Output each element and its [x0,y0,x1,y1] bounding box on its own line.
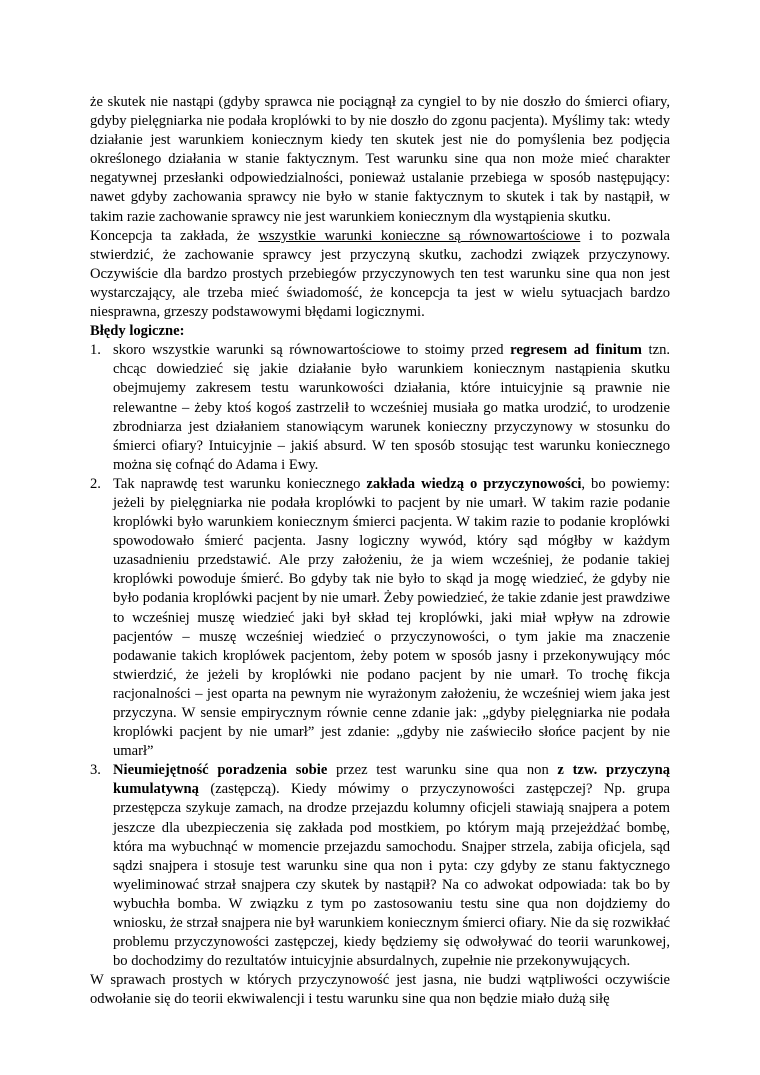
paragraph-2-rest: i to pozwala stwierdzić, że zachowanie sprawcy jest przyczyną skutku, zachodzi związek przyczynowy. Oczywiście dla bardzo prostych przebiegów przyczynowych ten test warunku sine qua non jest wystarczający, ale trzeba mieć świadomość, że koncepcja ta jest w wielu sytuacjach bardzo niesprawna, grzeszy podstawowymi błędami logicznymi. [90,227,670,321]
list-item-text: przez test warunku sine qua non [327,762,558,779]
document-page [90,93,670,1010]
section-heading: Błędy logiczne: [90,323,185,340]
list-number: 1. [90,342,101,359]
list-item-text: Tak naprawdę test warunku koniecznego [113,475,367,492]
bold-term: Nieumiejętność poradzenia sobie [113,762,328,779]
bold-term: zakłada wiedzą o przyczynowości [366,475,582,492]
paragraph-2-start: Koncepcja ta zakłada, że [90,227,259,244]
closing-paragraph: W sprawach prostych w których przyczynowość jest jasna, nie budzi wątpliwości oczywiście odwołanie się do teorii ekwiwalencji i testu warunku sine qua non będzie miało dużą siłę [90,972,670,1008]
paragraph-2 [90,227,670,322]
list-item-text: , bo powiemy: jeżeli by pielęgniarka nie podała kroplówki to pacjent by nie umarł. W takim razie podanie kroplówki było warunkiem koniecznym śmierci pacjenta. W takim razie to podanie kroplówki spowodowało śmierć pacjenta. Jasny logiczny wywód, który sąd mógłby w każdym uzasadnieniu przedstawić. Ale przy założeniu, że ja wiem wcześniej, że podanie takiej kroplówki powoduje śmierć. Bo gdyby tak nie było to skąd ja mogę wiedzieć, że gdyby nie było podania kroplówki pacjent by nie umarł. Żeby powiedzieć, że takie zdanie jest prawdziwe to wcześniej muszę wiedzieć jaki był skład tej kroplówki, jaki miał wpływ na zdrowie pacjentów – muszę wcześniej wiedzieć o przyczynowości, o tym jakie ma znaczenie podawanie takich kroplówek pacjentom, żeby potem w sposób jasny i przekonywujący móc stwierdzić, że jeżeli by kroplówki nie podano pacjent by nie umarł. To trochę fikcja racjonalności – jest oparta na pewnym nie wyrażonym założeniu, że wcześniej wiem jaka jest przyczyna. W sensie empirycznym równie cenne zdanie jak: „gdyby pielęgniarka nie podała kroplówki pacjent by nie umarł” jest zdanie: „gdyby nie zaświeciło słońce pacjent by nie umarł” [113,475,670,760]
list-number: 2. [90,475,101,492]
list-item-text: skoro wszystkie warunki są równowartościowe to stoimy przed [113,342,511,359]
list-item-text: (zastępczą). Kiedy mówimy o przyczynowości zastępczej? Np. grupa przestępcza szykuje zamach, na drodze przejazdu kolumny oficjeli stawiają snajpera a potem jeszcze dla ubezpieczenia się zakłada pod mostkiem, po którym mają przejeżdżać bombę, która ma wybuchnąć w momencie przejazdu samochodu. Snajper strzela, zabija oficjela, sąd sądzi snajpera i stosuje test warunku sine qua non i pyta: czy gdyby ze stanu faktycznego wyeliminować strzał snajpera czy skutek by nastąpił? Na co adwokat odpowiada: tak bo by wybuchła bomba. W związku z tym po zastosowaniu testu sine qua non dojdziemy do wniosku, że strzał snajpera nie był warunkiem koniecznym śmierci ofiary. Nie da się rozwikłać problemu przyczynowości zastępczej, kiedy będziemy się odwoływać do teorii warunkowej, bo dochodzimy do rezultatów intuicyjnie absurdalnych, zupełnie nie przekonywujących. [113,781,670,970]
list-item-text: tzn. chcąc dowiedzieć się jakie działanie było warunkiem koniecznym nastąpienia skutku obejmujemy zakresem testu warunkowości działania, które intuicyjnie są prawnie nie relewantne – żeby ktoś kogoś zastrzelił to wcześniej musiała go matka urodzić, to urodzenie zbrodniarza jest działaniem stanowiącym warunek konieczny przyczynowy w stosunku do śmierci ofiary? Intuicyjnie – jakiś absurd. W ten sposób stosując test warunku koniecznego można się cofnąć do Adama i Ewy. [113,342,671,473]
list-number: 3. [90,762,101,779]
list-item [90,761,670,971]
paragraph-1: że skutek nie nastąpi (gdyby sprawca nie pociągnął za cyngiel to by nie doszło do śmierci ofiary, gdyby pielęgniarka nie podała kroplówki to by nie doszło do zgonu pacjenta). Myślimy tak: wtedy działanie jest warunkiem koniecznym kiedy ten skutek jest nie do pomyślenia bez podjęcia określonego działania w stanie faktycznym. Test warunku sine qua non może mieć charakter negatywnej przesłanki odpowiedzialności, ponieważ ustalanie przebiega w sposób następujący: nawet gdyby zachowania sprawcy nie było w stanie faktycznym to skutek i tak by nastąpił, w takim razie zachowanie sprawcy nie jest warunkiem koniecznym dla wystąpienia skutku. [90,94,670,225]
underlined-phrase: wszystkie warunki konieczne są równowartościowe [258,227,581,244]
errors-list [90,341,670,971]
list-item [90,341,670,475]
bold-term: z tzw. przyczyną kumulatywną [113,762,670,798]
bold-term: regresem ad finitum [510,342,642,359]
list-item [90,475,670,761]
